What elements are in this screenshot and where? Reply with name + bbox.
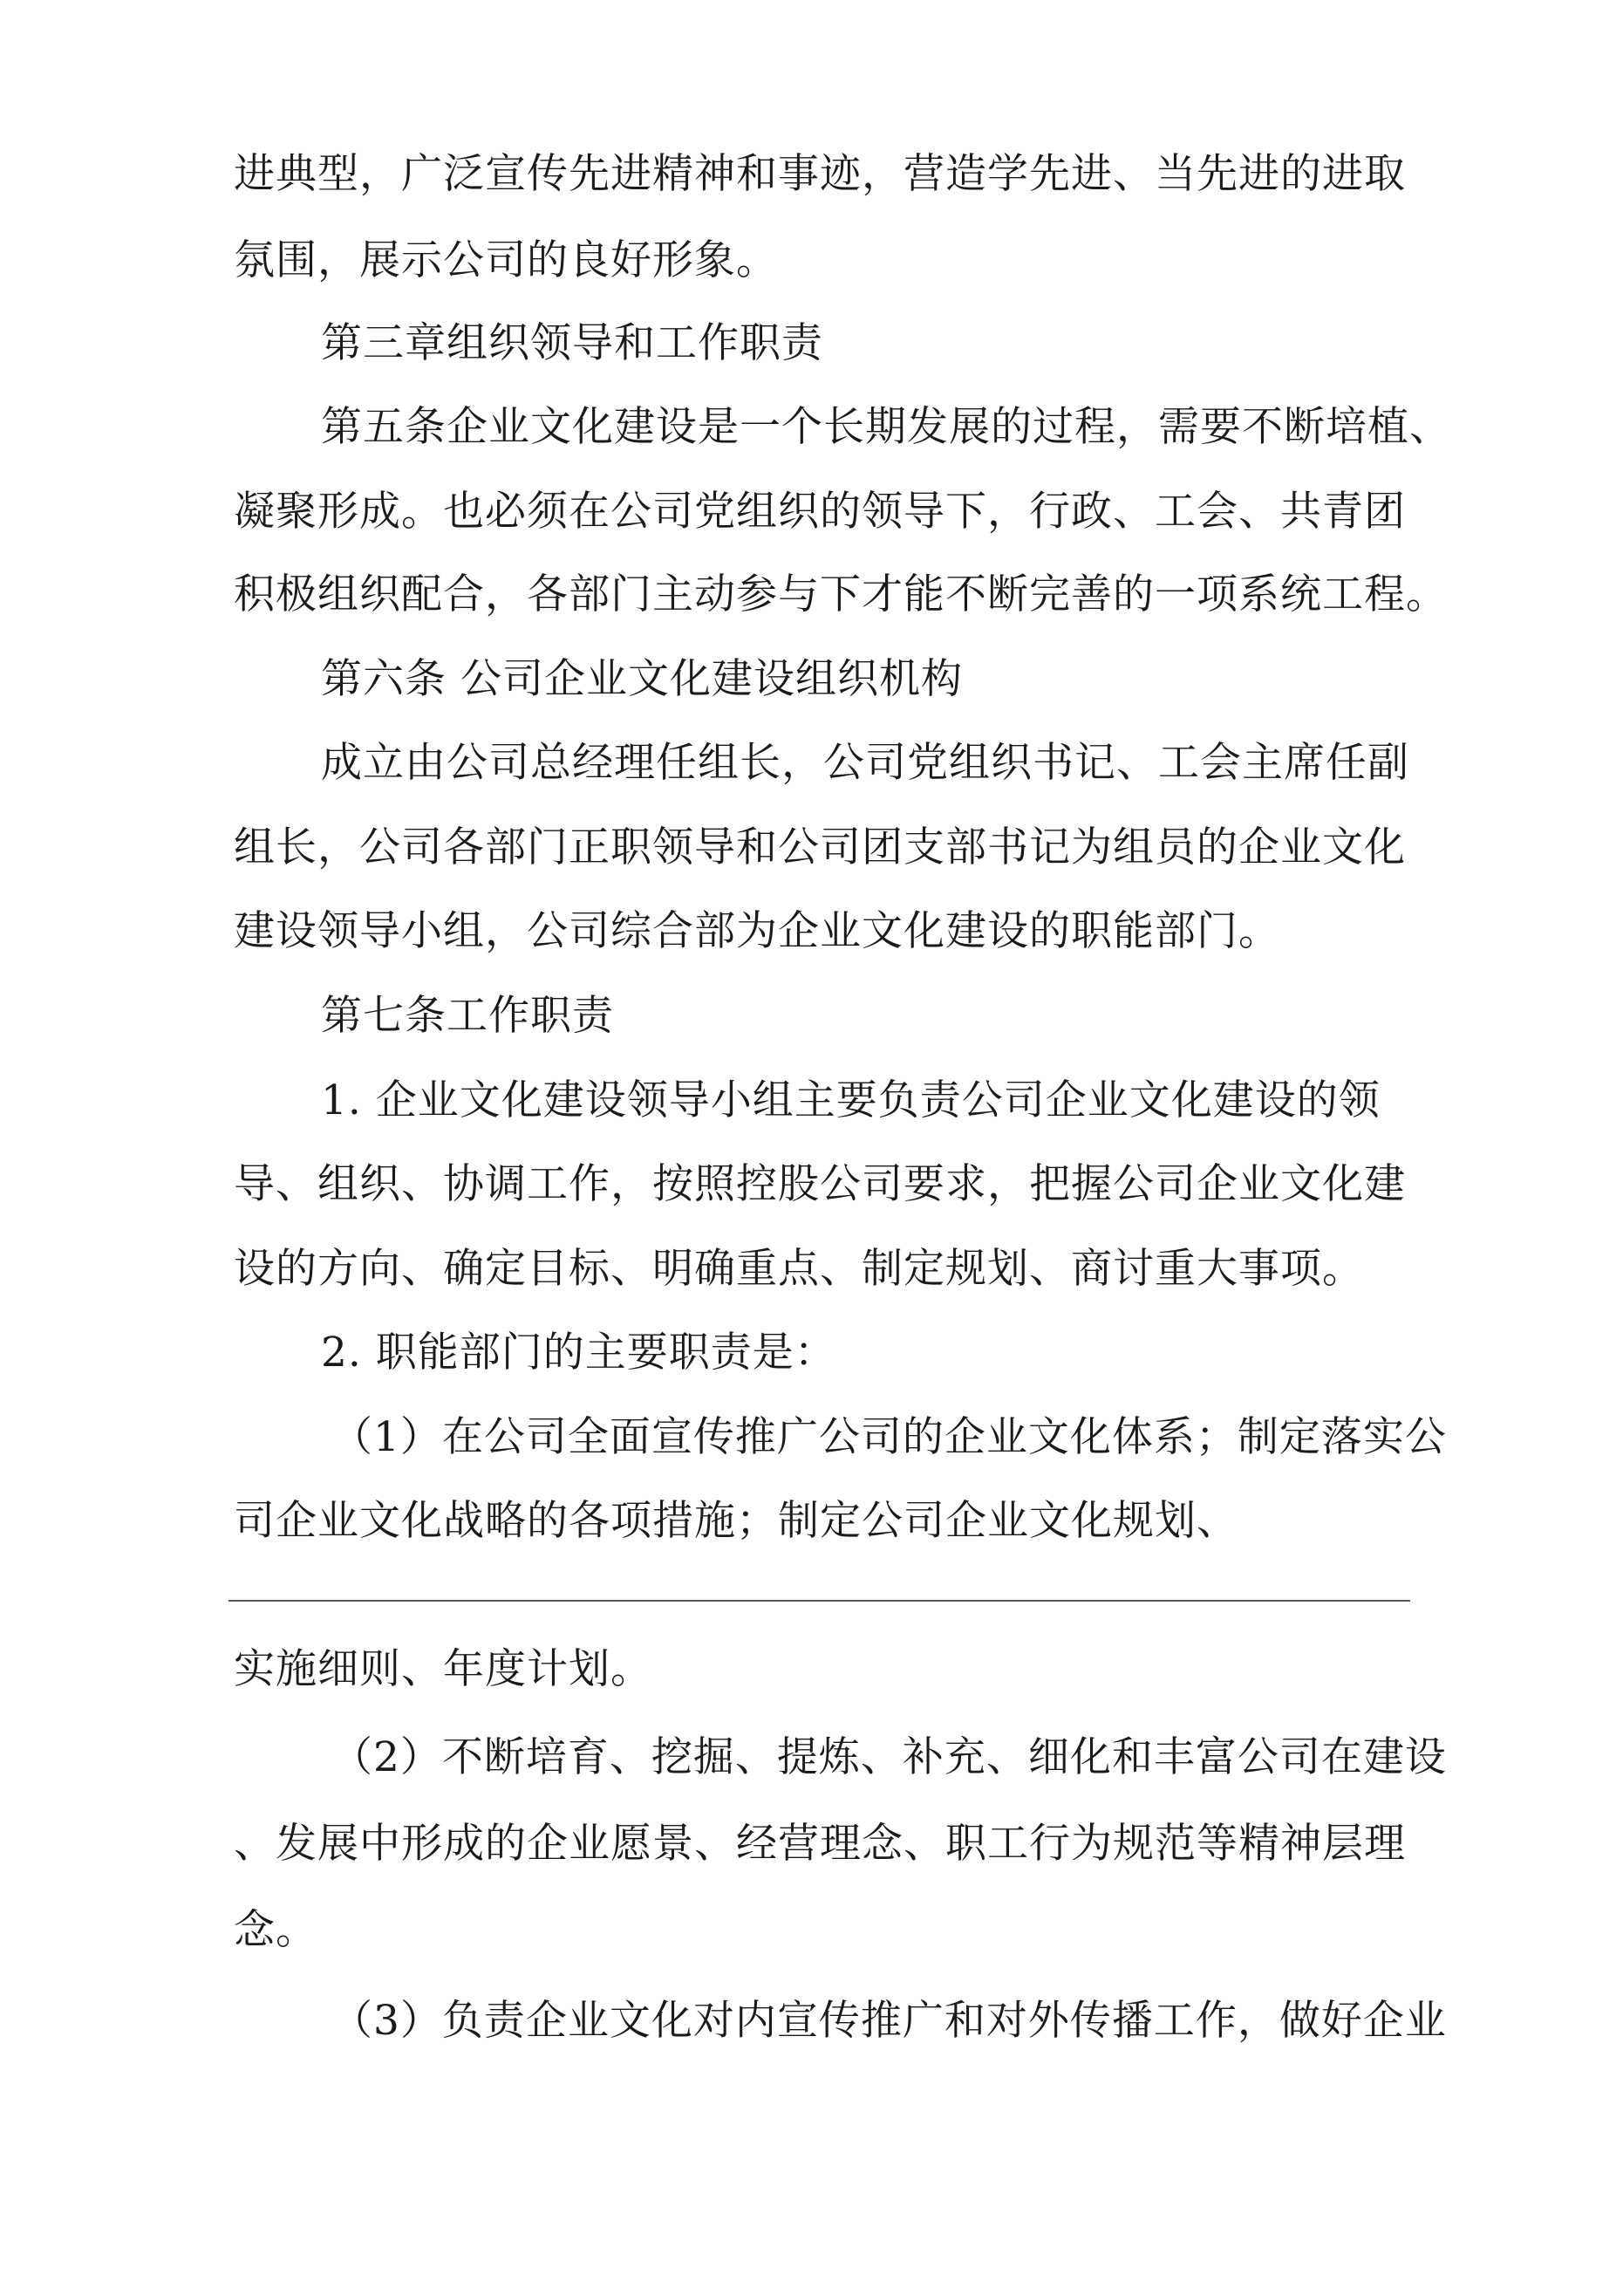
text-line: 导、组织、协调工作，按照控股公司要求，把握公司企业文化建 xyxy=(234,1160,1406,1208)
article-heading: 第七条工作职责 xyxy=(321,992,614,1040)
sub-item: （1）在公司全面宣传推广公司的企业文化体系；制定落实公 xyxy=(331,1413,1447,1461)
numbered-item: 1. 企业文化建设领导小组主要负责公司企业文化建设的领 xyxy=(321,1076,1381,1124)
text-line: 进典型，广泛宣传先进精神和事迹，营造学先进、当先进的进取 xyxy=(234,150,1406,198)
article-paragraph-start: 第五条企业文化建设是一个长期发展的过程，需要不断培植、 xyxy=(321,403,1451,451)
text-line: 、发展中形成的企业愿景、经营理念、职工行为规范等精神层理 xyxy=(234,1820,1406,1868)
text-line: 积极组织配合，各部门主动参与下才能不断完善的一项系统工程。 xyxy=(234,571,1448,618)
chapter-heading: 第三章组织领导和工作职责 xyxy=(321,319,823,367)
text-line: 实施细则、年度计划。 xyxy=(234,1645,652,1693)
text-line: 设的方向、确定目标、明确重点、制定规划、商讨重大事项。 xyxy=(234,1245,1364,1293)
sub-item: （2）不断培育、挖掘、提炼、补充、细化和丰富公司在建设 xyxy=(331,1733,1447,1781)
text-line: 念。 xyxy=(234,1906,317,1954)
page-divider xyxy=(228,1600,1410,1602)
numbered-item: 2. 职能部门的主要职责是： xyxy=(321,1329,836,1377)
text-line: 氛围，展示公司的良好形象。 xyxy=(234,236,778,284)
article-paragraph-start: 成立由公司总经理任组长，公司党组织书记、工会主席任副 xyxy=(321,739,1409,787)
text-line: 组长，公司各部门正职领导和公司团支部书记为组员的企业文化 xyxy=(234,823,1406,871)
article-heading: 第六条 公司企业文化建设组织机构 xyxy=(321,655,963,703)
sub-item: （3）负责企业文化对内宣传推广和对外传播工作，做好企业 xyxy=(331,1997,1447,2045)
text-line: 司企业文化战略的各项措施；制定公司企业文化规划、 xyxy=(234,1497,1238,1545)
text-line: 建设领导小组，公司综合部为企业文化建设的职能部门。 xyxy=(234,907,1280,955)
text-line: 凝聚形成。也必须在公司党组织的领导下，行政、工会、共青团 xyxy=(234,488,1406,536)
